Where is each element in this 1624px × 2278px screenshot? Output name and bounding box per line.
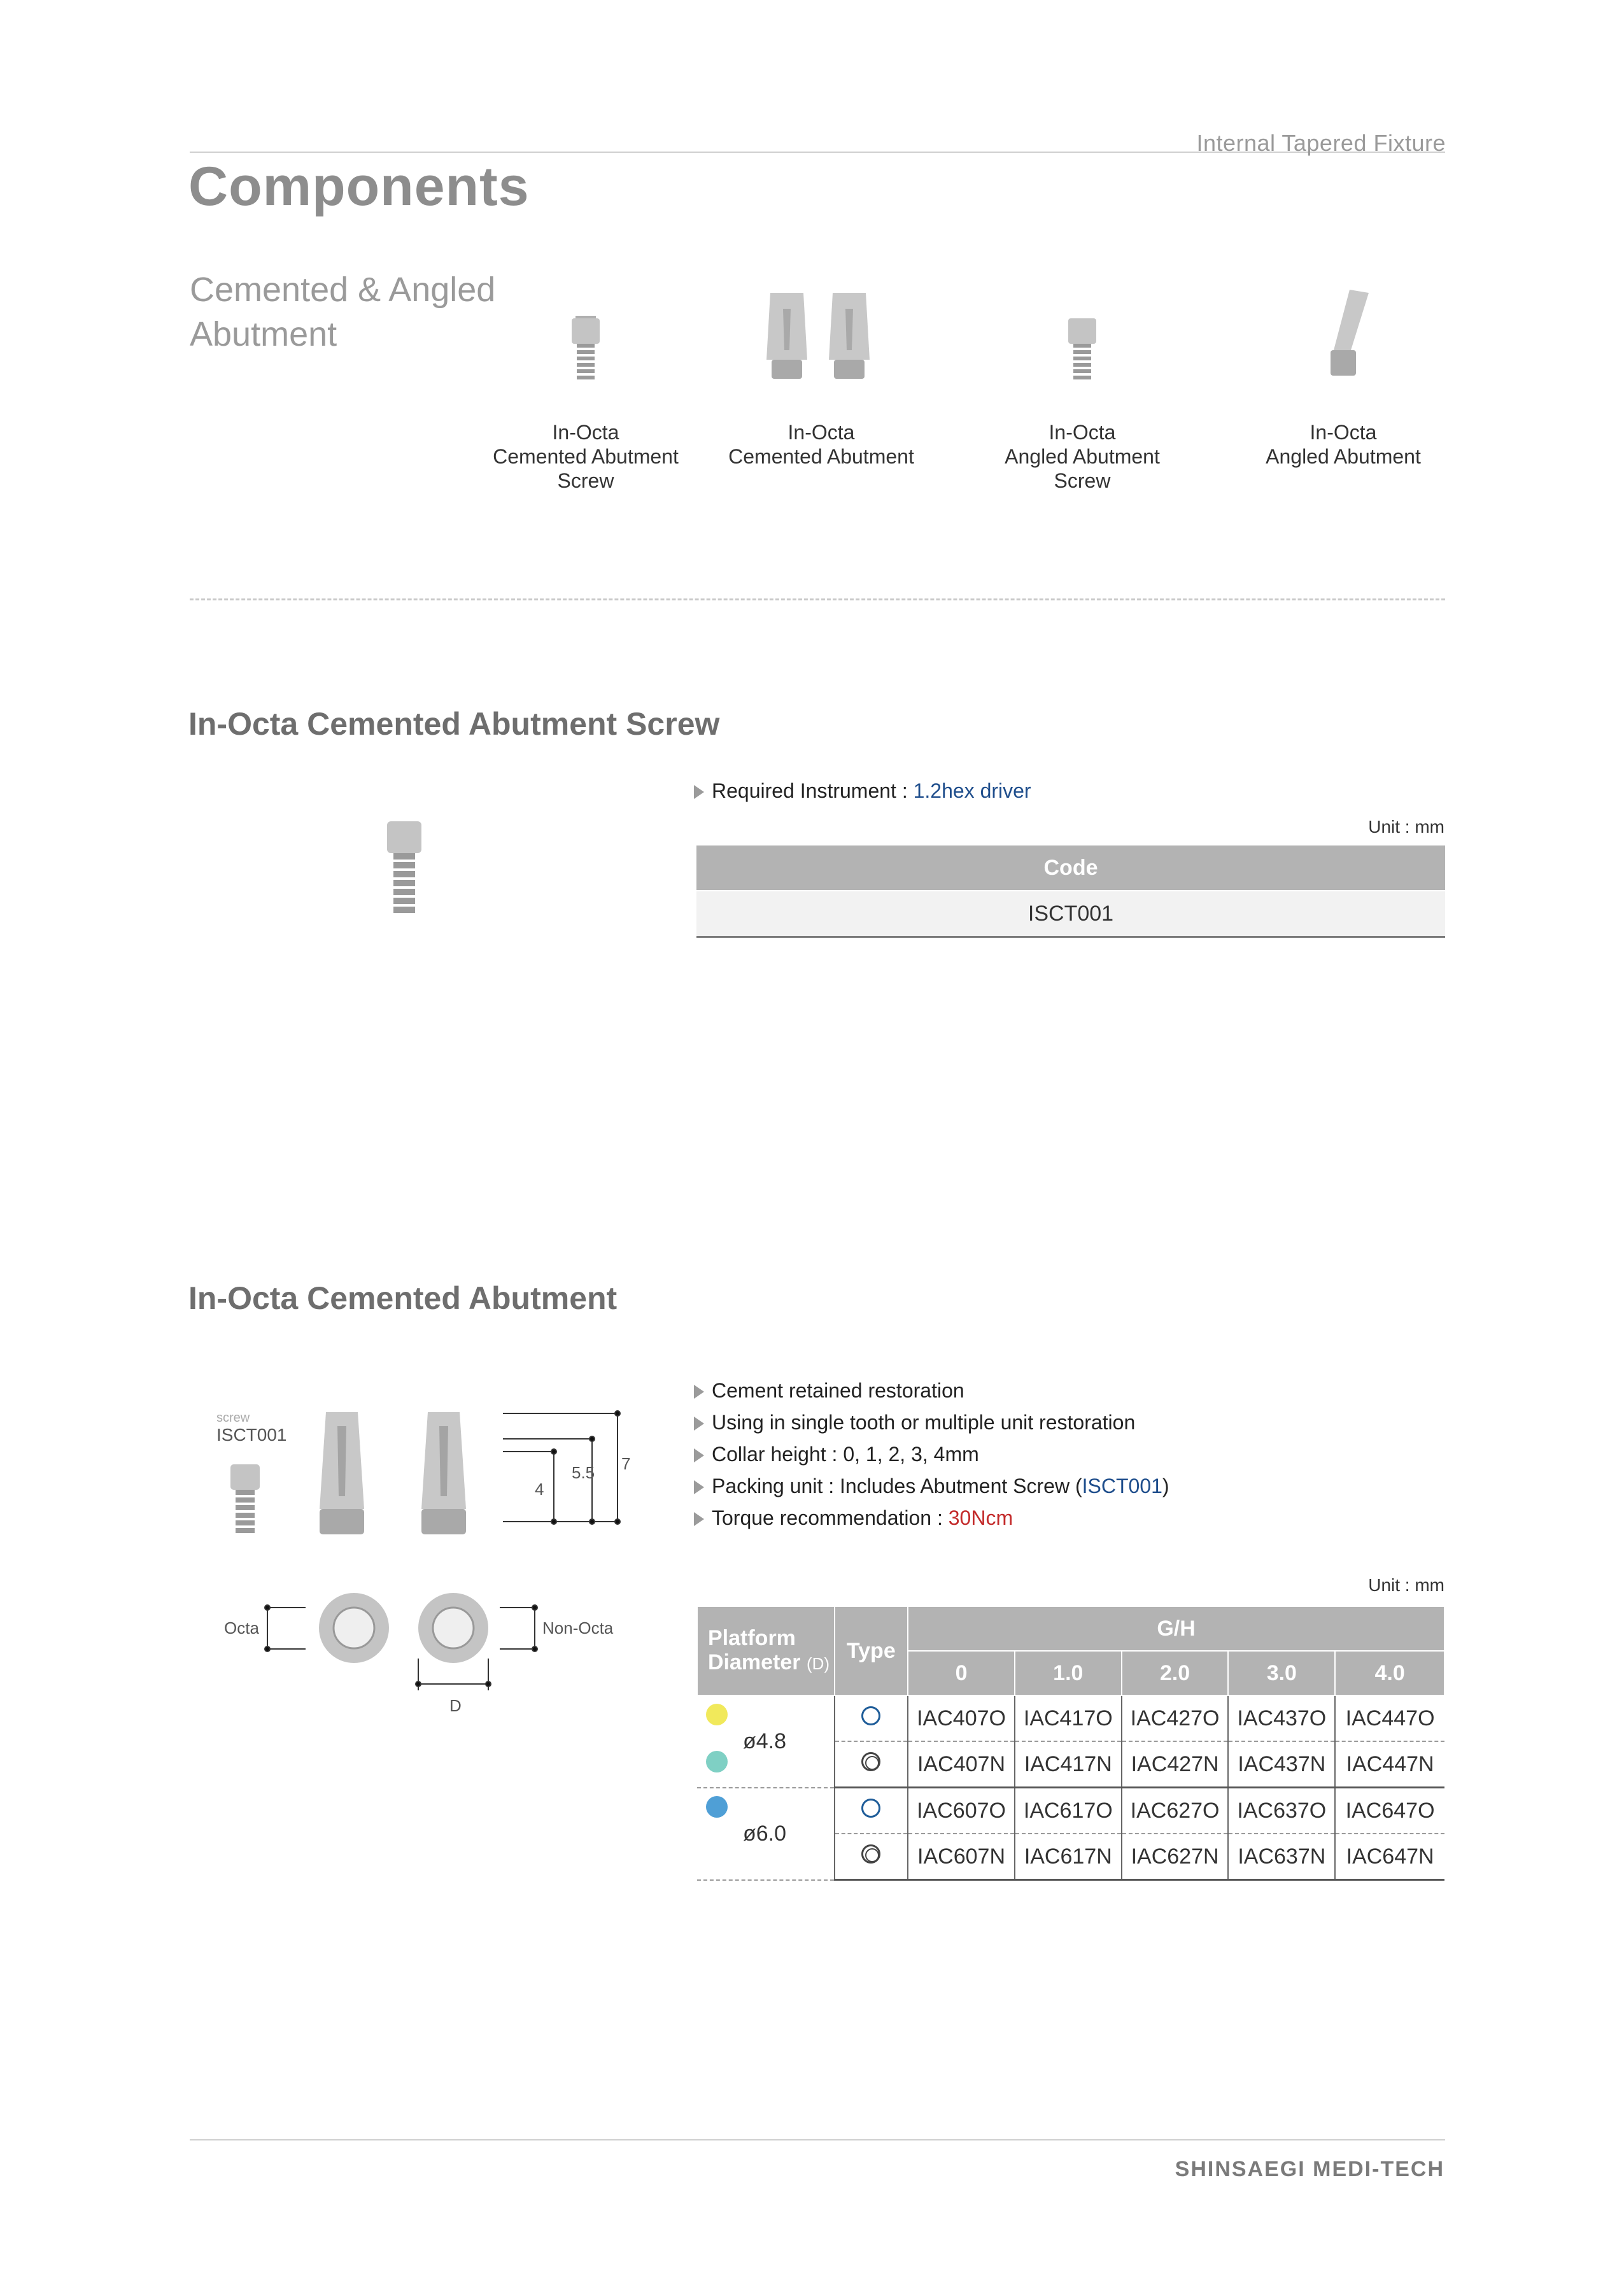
code-cell: IAC647O (1335, 1788, 1444, 1834)
table-row (697, 1695, 1444, 1741)
thumb-label: In-Octa Cemented Abutment (728, 421, 914, 468)
abutment-code-table (696, 1606, 1445, 1881)
octa-ring-icon (861, 1799, 880, 1818)
code-cell: IAC427N (1122, 1741, 1229, 1788)
octa-label: Octa (224, 1618, 259, 1638)
type-cell (835, 1741, 908, 1788)
code-cell: IAC427O (1122, 1695, 1229, 1741)
header-gh: G/H (908, 1606, 1444, 1651)
non-octa-ring-icon (861, 1844, 880, 1864)
code-cell: IAC437O (1228, 1695, 1335, 1741)
code-cell: IAC607O (908, 1788, 1015, 1834)
bullet-4: Packing unit : Includes Abutment Screw (ISCT001) (694, 1475, 1169, 1498)
code-cell: IAC627N (1122, 1834, 1229, 1880)
bullet-5: Torque recommendation : 30Ncm (694, 1506, 1013, 1530)
abutment-pair-image (758, 280, 885, 388)
bullet-marker-icon (694, 785, 704, 799)
screw-image (567, 280, 605, 388)
page-title: Components (188, 156, 530, 217)
screw-product-image (382, 821, 427, 923)
code-cell: IAC647N (1335, 1834, 1444, 1880)
angled-abutment-image (1305, 280, 1381, 388)
type-cell (835, 1788, 908, 1834)
code-cell: IAC637O (1228, 1788, 1335, 1834)
bullet-instrument: Required Instrument : 1.2hex driver (694, 779, 1031, 803)
code-cell: IAC447N (1335, 1741, 1444, 1788)
bullet-marker-icon (694, 1512, 704, 1526)
header-type: Type (835, 1606, 908, 1695)
diameter-cell: ø6.0 (697, 1788, 835, 1880)
dim-D: D (449, 1696, 462, 1715)
header-gh-1: 1.0 (1015, 1651, 1122, 1695)
code-cell: IAC637N (1228, 1834, 1335, 1880)
unit-label: Unit : mm (1368, 817, 1444, 837)
unit-label: Unit : mm (1368, 1575, 1444, 1595)
code-cell: IAC627O (1122, 1788, 1229, 1834)
section-title-screw: In-Octa Cemented Abutment Screw (188, 706, 720, 742)
table-row (697, 1788, 1444, 1834)
type-cell (835, 1834, 908, 1880)
header-tag: Internal Tapered Fixture (1196, 130, 1446, 156)
abutment-drawing (210, 1401, 656, 1732)
code-cell: IAC617N (1015, 1834, 1122, 1880)
code-cell: IAC407N (908, 1741, 1015, 1788)
teal-dot-icon (706, 1751, 728, 1772)
bullet-marker-icon (694, 1417, 704, 1431)
thumb-label: In-Octa Angled Abutment Screw (1005, 421, 1160, 492)
octa-ring-icon (861, 1706, 880, 1725)
thumb-label: In-Octa Angled Abutment (1266, 421, 1421, 468)
type-cell (835, 1695, 908, 1741)
code-cell: IAC417N (1015, 1741, 1122, 1788)
dim-7: 7 (621, 1454, 631, 1473)
thumb-angled-screw (980, 280, 1184, 493)
blue-dot-icon (706, 1796, 728, 1818)
header-gh-4: 4.0 (1335, 1651, 1444, 1695)
thumb-cemented-screw (484, 280, 688, 493)
header-gh-3: 3.0 (1228, 1651, 1335, 1695)
code-header: Code (696, 845, 1445, 891)
bullet-marker-icon (694, 1480, 704, 1494)
code-cell: IAC407O (908, 1695, 1015, 1741)
brand-name: SHINSAEGI MEDI-TECH (1175, 2157, 1444, 2181)
dim-5-5: 5.5 (572, 1463, 595, 1482)
non-octa-label: Non-Octa (542, 1618, 614, 1638)
diameter-cell: ø4.8 (697, 1695, 835, 1788)
code-cell: IAC417O (1015, 1695, 1122, 1741)
bullet-1: Cement retained restoration (694, 1379, 964, 1403)
thumb-angled-abutment (1241, 280, 1445, 469)
header-platform-diameter: Platform Diameter (D) (697, 1606, 835, 1695)
code-cell: IAC437N (1228, 1741, 1335, 1788)
bullet-3: Collar height : 0, 1, 2, 3, 4mm (694, 1443, 979, 1466)
bullet-marker-icon (694, 1385, 704, 1399)
intro-subtitle: Cemented & Angled Abutment (190, 271, 496, 353)
code-cell: IAC617O (1015, 1788, 1122, 1834)
bullet-marker-icon (694, 1448, 704, 1462)
screw-code-table (696, 845, 1445, 938)
bullet-2: Using in single tooth or multiple unit restoration (694, 1411, 1135, 1434)
section-divider (190, 598, 1445, 600)
screw-image (1063, 280, 1101, 388)
section-title-abutment: In-Octa Cemented Abutment (188, 1280, 618, 1316)
header-gh-2: 2.0 (1122, 1651, 1229, 1695)
screw-code-label: ISCT001 (216, 1425, 287, 1445)
yellow-dot-icon (706, 1704, 728, 1725)
non-octa-ring-icon (861, 1752, 880, 1771)
screw-caption: screw (216, 1411, 250, 1425)
instrument-value: 1.2hex driver (913, 779, 1031, 802)
footer-rule (190, 2139, 1445, 2140)
dim-4: 4 (535, 1480, 544, 1499)
thumb-cemented-abutment (719, 280, 923, 469)
code-cell: ISCT001 (696, 891, 1445, 937)
code-cell: IAC447O (1335, 1695, 1444, 1741)
header-gh-0: 0 (908, 1651, 1015, 1695)
thumb-label: In-Octa Cemented Abutment Screw (493, 421, 679, 492)
code-cell: IAC607N (908, 1834, 1015, 1880)
